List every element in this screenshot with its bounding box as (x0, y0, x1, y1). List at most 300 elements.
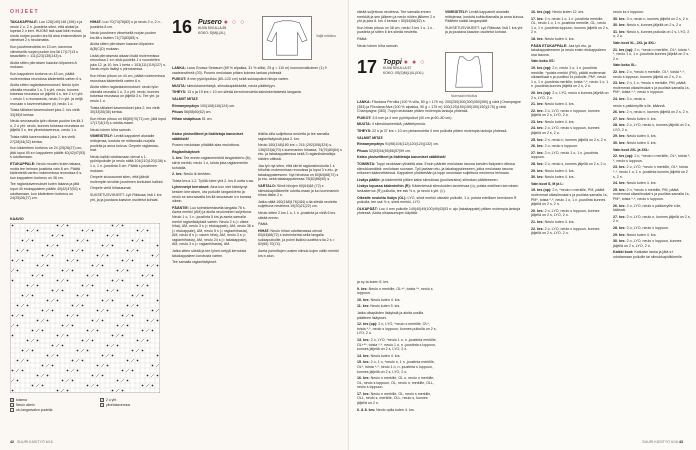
chart-stitch-mark (57, 300, 59, 302)
paragraph-text: Neulo kuten 5. krs. (370, 304, 401, 309)
instruction-paragraph (10, 61, 86, 70)
chart-stitch-mark (52, 255, 54, 257)
paragraph-heading: VIIMEISTELY: (445, 10, 468, 14)
paragraph-text: Neulo kuten 4. krs. (626, 141, 657, 146)
paragraph-text: Kädenteissä silmukoiden tarvelevaa (o), putsta edellisen kerroksen lankakerros (R) puikolla, tee ssk ½ o, ja neulo s yht. (L). (357, 184, 519, 193)
pattern-title: Toppi ● ● ○ (383, 59, 426, 67)
legend-label: 2 o yht (106, 398, 117, 402)
chart-stitch-mark (82, 285, 84, 287)
chart-stitch-mark (62, 235, 64, 237)
legend-symbol: • (11, 403, 13, 408)
instruction-paragraph (357, 162, 525, 176)
chart-stitch-mark (77, 240, 79, 242)
instruction-paragraph (172, 97, 342, 102)
chart-stitch-mark (82, 360, 84, 362)
instruction-paragraph (357, 287, 437, 296)
instruction-paragraph (357, 280, 437, 285)
paragraph-heading: Lyhennetyt kerrokset: (172, 185, 210, 190)
instruction-paragraph (357, 184, 525, 193)
paragraph-heading: VALMIIT MITAT: (172, 96, 199, 101)
paragraph-heading: Vain koot 2XL ja 3XL: (613, 147, 650, 152)
paragraph-text: Neulo kaikki odottamaan olevat s 1. pyöröpuikolle ja neulo näitä 104(110)120(136) s 1 o, 1 n -joustinta 5 cm. Päätä s joustimen mukaan. (90, 154, 166, 173)
paragraph-heading: 27. krs: (531, 150, 544, 155)
instruction-paragraph (90, 85, 166, 103)
paragraph-text: 2 o, LYO, *neulo n merkille, OL*, toista *-*, neulo 1 o, 1 n -joustinta kunnes jäljellä on 2 s, 2 n. (613, 165, 688, 179)
paragraph-heading: 1. krs: (172, 156, 183, 161)
paragraph-heading: MUUTA: (172, 83, 186, 88)
instruction-paragraph (613, 226, 691, 231)
paragraph-text: ja kädenteitä pitäen kaksi silmukkaa (puolivarsina) silmukan päätteeseen. (381, 177, 499, 182)
instruction-paragraph (172, 185, 254, 203)
paragraph-text: Tee samalla raglanlisäykset. (172, 260, 217, 265)
paragraph-text: 8 mm pyöröpuikko (80–120 cm) sekä sukkapuikot hihoja varten. (187, 77, 290, 82)
instruction-paragraph (445, 26, 525, 35)
instruction-paragraph (613, 104, 691, 109)
paragraph-heading: 23. krs: (613, 81, 626, 86)
chart-stitch-mark (27, 340, 29, 342)
instruction-column (258, 132, 342, 394)
paragraph-text: leikilla silla sulljettuna neuletta ja tee samalla raglanlisäyksiä joka 2. krs. (258, 132, 330, 141)
chart-stitch-mark (32, 330, 34, 332)
chart-legend (10, 398, 100, 413)
paragraph-text: 2 n, *neulo n merkille, OL*, toista *-*, neulo s loppuun. (613, 154, 691, 163)
chart-stitch-mark (57, 245, 59, 247)
instruction-paragraph (531, 175, 609, 180)
pattern-title: Pusero ● ○ ○ (198, 19, 246, 27)
instruction-paragraph (258, 211, 342, 220)
paragraph-text: Neulo s, kunnes puikolla on 2 s, LYO, 2 o, 2 o. (613, 29, 690, 39)
chart-stitch-mark (42, 275, 44, 277)
paragraph-heading: 17. krs: (357, 391, 370, 396)
instruction-paragraph (258, 249, 342, 258)
chart-stitch-mark (17, 305, 19, 307)
instruction-paragraph (613, 30, 691, 39)
paragraph-text: 2 n, neulo 1 o, 1 n -joustinta merkille, *poista merkki (PM), päätä molemmat olkaselkaat s ja puoliksi 1s puikolle, PM*, neulo 1 o, 1 n -joustinta merkille, toista *-*, neulo 1 o, 1 n -joustinta kunnes jäljellä on 2 s, 2 n. (531, 65, 609, 89)
chart-stitch-mark (17, 250, 19, 252)
pattern-number: 17 (357, 57, 378, 77)
paragraph-heading: Raglanlisäykset: (172, 149, 201, 154)
paragraph-text: 2 o, LYO, *neulo 1 o, n -joustinta merkille, OL+**, toista *-*, neulo 1 o, n -joustinta s loppuun, kunnes jäljellä on 2 s, LYO, 2 o. (357, 337, 437, 352)
chart-stitch-mark (22, 240, 24, 242)
paragraph-heading: 29. krs: (613, 134, 626, 139)
instruction-paragraph (90, 74, 166, 83)
chart-stitch-mark (22, 295, 24, 297)
paragraph-text: 2 o, LYO, neulo s loppuun, kunnes jäljellä on 2 s, 2 o. (531, 126, 600, 136)
paragraph-heading: 14. krs: (357, 353, 370, 358)
paragraph-heading: Rinnanympärys (172, 103, 199, 108)
chart-stitch-mark (42, 255, 44, 257)
instruction-paragraph (531, 59, 609, 64)
paragraph-heading: 22. krs: (531, 108, 544, 113)
instruction-paragraph (531, 91, 609, 100)
paragraph-heading: Rinnanympärys (357, 142, 384, 147)
paragraph-text: 2 o, LYO, neulo s loppuun, kunnes jäljellä on 2 s, LYO, 2 o. (613, 239, 682, 248)
instruction-paragraph (90, 42, 166, 51)
chart-stitch-mark (87, 295, 89, 297)
paragraph-heading: 18. krs: (531, 36, 544, 41)
instruction-paragraph (90, 117, 166, 126)
chart-stitch-mark (27, 360, 29, 362)
chart-stitch-mark (72, 360, 74, 362)
legend-entry (100, 403, 160, 408)
paragraph-text: Jaa työ etu- ja takakappaleeseen ja neulo ensin etukappaleen osa tasona. (531, 43, 606, 57)
paragraph-text: Ompele vielä hihasaumat. (90, 186, 132, 191)
paragraph-heading: ETUKAPPALE: (10, 162, 36, 167)
instruction-paragraph (357, 155, 525, 160)
instruction-paragraph (172, 104, 342, 109)
instruction-paragraph (258, 164, 342, 182)
paragraph-text: Kun hihan pituus on 38 cm, neulo 3 krs 1 o, 1 n -joustinta ja sitten 6 krs sileää neuletta. (357, 25, 435, 35)
paragraph-heading: 22. krs: (531, 226, 544, 231)
paragraph-heading: 25. krs: (613, 187, 626, 192)
instruction-paragraph (357, 338, 437, 352)
paragraph-heading: 13. krs: (357, 337, 370, 342)
paragraph-text: LYO, siirrä merkki oikealle puikolle, 1 o, putsta edellisen kerroksen R puikolla, tee ssk ½ s, siirrä merkki, LYO. (357, 195, 517, 205)
paragraph-text: Aina kun olet kääntynyt kesken kerroksen, ota puikolle langankierto ja neulo se seuraavalla krs:llä seuraavan s:n kanssa oikein. (172, 185, 252, 204)
difficulty-dots: ● ○ ○ (223, 19, 246, 27)
paragraph-text: Jatka olkapäiden lisäyksiä ja aloita uusilla päätteen lisäykset. (357, 310, 424, 320)
paragraph-text: 56(58)60(62) cm. (183, 110, 212, 115)
paragraph-heading: 10. krs: (357, 297, 370, 302)
paragraph-heading: 27. krs: (613, 116, 626, 121)
instruction-paragraph (172, 260, 254, 265)
paragraph-text: Luo 128(140)148 (156) s ja neulo 2 o, 2 n -joustinta siten, että aloitat ja lopetat 2 o kerr. HUOM! Istä saat kikit reunat, nosta nurjan puolen krs:llä aina ensimmäinen ja viimeiset 2 s neulomatta. (10, 20, 86, 43)
paragraph-text: 2 n, neulo 1 o, 1 n -joustinta merkille, OL, neulo 1 o, 1 n -joustinta merkille, OL, neulo 1 o, 1 n -joustinta loppuun, kunnes jäljellä on 2 s, 2 n. (531, 16, 609, 35)
paragraph-text: Neulo kuten 12. krs. (552, 10, 585, 14)
paragraph-text: Aloita sitten piirroksen kaavion kilpainen A(B)C(D) mukaan. (90, 42, 154, 51)
difficulty-dots: ● ● ○ (403, 59, 426, 67)
chart-stitch-mark (47, 320, 49, 322)
instruction-paragraph (613, 134, 691, 139)
chart-stitch-mark (67, 315, 69, 317)
paragraph-text: Neulo n merkille, OL, neulo s merkille, OLL, neulo s, merkille, OLL, neulo s, kunnes jäljellä on 2 s. (357, 391, 432, 406)
paragraph-text: 2 o, LYO, neulo s, kunnes jäljellä on 2 s, LYO, 2 o. (613, 123, 691, 132)
instruction-paragraph (90, 134, 166, 152)
instruction-paragraph (90, 155, 166, 173)
paragraph-text: neulo s paikkeryille s:lle, käännä. (613, 103, 666, 108)
chart-stitch-mark (72, 325, 74, 327)
paragraph-heading: 23. krs: (613, 165, 626, 170)
instruction-paragraph (357, 196, 525, 205)
paragraph-text: Toista tällaiset kavennukset joka 2. krs vielä 33(36)9 kertaa. (10, 108, 80, 117)
paragraph-heading: PUIKOT: (357, 115, 372, 120)
chart-stitch-mark (67, 260, 69, 262)
paragraph-heading: Katso yksiselitteet ja lisätietoja kanoniset säätöistä! (172, 132, 243, 141)
paragraph-text: Neulo toinen hiha samoin. (90, 127, 132, 132)
paragraph-heading: 29. krs: (531, 168, 544, 173)
paragraph-text: 2 n, 1 o, *neulo n merkille, PM, päätä molemmat olkasilmukat s ja puolista samalla 1s, PM*, toista *-*, neulo n loppuun. (613, 81, 690, 95)
paragraph-heading: Oikealle neulottu lisäys (OL): (357, 195, 407, 200)
chart-stitch-mark (87, 240, 89, 242)
paragraph-text: Neulo kuten 4. krs. (370, 297, 401, 302)
instruction-column (172, 66, 342, 128)
paragraph-heading: HIHAT: (258, 228, 270, 233)
pattern-size: KOKO: S(M)L(XL) (198, 30, 226, 35)
chart-stitch-mark (62, 270, 64, 272)
paragraph-heading: 23. krs: (531, 119, 544, 124)
instruction-paragraph (531, 120, 609, 125)
paragraph-text: Siirrä hihojen 60(64)68 (72) s silmukkapidikkeelle odotta-maan ja luo kummankin hihan tilalle 2 s. (258, 183, 339, 198)
instruction-paragraph (531, 182, 609, 187)
paragraph-heading: Hihan sisäpituus (172, 116, 201, 121)
instruction-paragraph (613, 181, 691, 186)
paragraph-heading: LANKA: (172, 66, 186, 70)
chart-stitch-mark (22, 260, 24, 262)
chart-stitch-mark (37, 230, 39, 232)
instruction-paragraph (357, 136, 525, 141)
instruction-paragraph (90, 54, 166, 72)
instruction-paragraph (613, 97, 691, 102)
paragraph-text: Neulo sitten 2 krs 1 o, 1 n -joustinta ja vielä 6 krs sileää ennen. (258, 210, 336, 220)
paragraph-text: 52(53)54(55)56(57)59 cm. (368, 148, 411, 153)
paragraph-heading: 26. krs: (613, 110, 626, 115)
instruction-paragraph (172, 110, 342, 115)
paragraph-heading: Vain koot S, M ja L: (531, 181, 564, 186)
paragraph-text: Luo 70(74)78(82) s ja neulo 2 o, 2 n -joustinta 8 cm. (90, 20, 162, 29)
chart-stitch-mark (47, 265, 49, 267)
paragraph-text: SUKSETUSVIHJEET: Lyö Rikkoaa; lisä 1 krs yht, ja ja joustava kaavion osoitetut kohdat. (90, 193, 162, 202)
paragraph-heading: LANKA: (357, 100, 371, 104)
chart-stitch-mark (47, 245, 49, 247)
paragraph-heading: 30. krs: (613, 23, 626, 28)
chart-stitch-mark (57, 390, 59, 392)
instruction-paragraph (613, 48, 691, 62)
instruction-paragraph (613, 165, 691, 179)
paragraph-heading: Vain koot XL, 2XL ja 3XL: (613, 40, 656, 45)
chart-stitch-mark (67, 280, 69, 282)
instruction-paragraph (357, 354, 437, 359)
chart-stitch-mark (42, 330, 44, 332)
instruction-paragraph (90, 128, 166, 133)
paragraph-text: Neulo kuten 4. krs. (626, 232, 657, 237)
legend-symbol: □ (11, 398, 13, 403)
paragraph-text: Neulo kuten 4. krs. (544, 102, 575, 107)
instruction-paragraph (172, 179, 254, 184)
instruction-paragraph (531, 169, 609, 174)
paragraph-heading: VALMIIT MITAT: (357, 135, 384, 140)
paragraph-heading: Kaikki koot: (613, 250, 634, 255)
instruction-column (172, 132, 254, 394)
instruction-paragraph (531, 151, 609, 160)
paragraph-text: Neulo kuten 4. krs. (544, 119, 575, 124)
paragraph-heading: TAKAKAPPALE: (10, 20, 38, 24)
paragraph-text: Aloita sitten piirroksen kaavion kilpainen A mukaan. (10, 60, 77, 70)
sketch-caption: Normaali mitoitus (451, 94, 478, 98)
paragraph-text: 51 cm. (201, 116, 213, 121)
paragraph-heading: 15. krs: (357, 360, 370, 365)
chart-stitch-mark (32, 295, 34, 297)
legend-label: ylivetokavennus (106, 403, 131, 407)
paragraph-heading: Lisäys päälle: (357, 177, 381, 182)
instruction-paragraph (357, 116, 525, 121)
paragraph-heading: Vain koko XS: (531, 59, 555, 64)
chart-stitch-mark (62, 290, 64, 292)
paragraph-text: Neulo kuten 4. krs. (626, 116, 657, 121)
chart-stitch-mark (67, 370, 69, 372)
paragraph-text: Levitä kappaleet alustalle mittojensa, kostuta suihkuttamalla ja anna kuivua. Päättele kaikki langanpäät. (445, 10, 525, 24)
paragraph-text: Pusero neulotaan ylhäältä alas neulottuna. (172, 143, 240, 148)
paragraph-text: Toista näitä kavennuksia joka 2. krs vielä 27(28)34(32) kertaa. (10, 135, 75, 144)
pattern-17-header (357, 58, 425, 76)
paragraph-heading: 30. krs: (613, 239, 626, 244)
paragraph-heading: 31. krs: (613, 29, 626, 34)
instruction-column (357, 10, 437, 50)
paragraph-text: Neulo kuten 4. krs. (544, 219, 575, 224)
paragraph-text: Ompele sivusaumat siten, että jäävät molempiin sivuihin joustimen korkuiset halkiot. (90, 175, 164, 184)
chart-stitch-mark (17, 360, 19, 362)
paragraph-heading: 20. krs: (531, 208, 544, 213)
right-page (348, 0, 696, 450)
chart-stitch-mark (72, 250, 74, 252)
chart-stitch-mark (72, 270, 74, 272)
paragraph-text: 2 o, LYO, neulo s paikkeryille s:lle, käännä. (613, 203, 682, 213)
chart-stitch-mark (82, 340, 84, 342)
instruction-paragraph (613, 215, 691, 224)
instruction-paragraph (258, 143, 342, 161)
chart-stitch-mark (57, 355, 59, 357)
paragraph-heading: Lisäys lopussa kädenteihin (R): (357, 184, 411, 189)
chart-stitch-mark (87, 275, 89, 277)
paragraph-text: 2 n, LYO, neulo n, kunnes jäljellä on 2 s, 2 n. (613, 214, 691, 224)
paragraph-text: Neulo muuten kuten takana, mutta tee helman joustinta vain 8 cm. Päätä kädenteitä varten molemmissa reunoissa 6 s, kun kappaleen korkeus on 36 cm. (10, 162, 83, 180)
paragraph-heading: 21. krs: (531, 102, 544, 107)
paragraph-text: 2 n, LYO, neulo 1 o, 1 n -joustinta loppuun. (531, 150, 598, 160)
paragraph-text: Jatka näitä 160(168)176(184) s:lla sileää neuletta suljettuna neuleena 19(20)21(22) cm. (258, 199, 337, 209)
instruction-paragraph (10, 135, 86, 144)
chart-stitch-mark (42, 385, 44, 387)
instruction-paragraph (10, 146, 86, 160)
paragraph-text: 2 n, *neulo n merkille, PM, päätä molemmat olkasilmukat s ja puolista samalla 1s, PM*, toista *-*, neulo s loppuun. (613, 187, 690, 201)
paragraph-text: Neulo kuten 4. krs. (626, 134, 657, 139)
instruction-paragraph (357, 392, 437, 406)
paragraph-text: 2 o, LYO, neulo s kunnes jäljellä on 2 s, LYO, 2 o. (531, 90, 609, 100)
paragraph-heading: Vain koko XL: (613, 63, 637, 68)
paragraph-heading: 6. & 8. krs: (357, 407, 376, 412)
sketch-caption: Valjä mitoitus (316, 34, 336, 38)
instruction-paragraph (357, 26, 437, 35)
instruction-paragraph (613, 17, 691, 22)
paragraph-heading: 22. krs: (613, 69, 626, 74)
paragraph-text: Neulo kuten 4. krs. (626, 181, 657, 186)
instruction-paragraph (172, 156, 254, 170)
chart-stitch-mark (77, 315, 79, 317)
paragraph-text: Luo kolminkertaisella langalla 76 s. Aseta merkki (AM) ja aloita neulominen suljettuna. Neulo 1 o, 1 n -joustinta 5 krs ja aseta samalla merkit raglanlisäyksiä varten: Neulo 2 s (= oikea hiha), AM, neulo 3 s (= etukappale), AM, neulo 36 s (= etukappale), AM, neulo 5 s (= raglanhihasta), AM, neulo 8 s (= vasen hiha), AM, neulo 3 s (= raglanhihasta), AM, neulo 24 s (= takakappale), AM, neulo 3 s (= raglanhihasta), AM. (172, 205, 254, 247)
paragraph-text: Neulo seuraavalla työn oikean puolen krs:llä 1 o, 2 o yht. neulo, kunnes toisessa reunassa on jäljellä 3 s, tee ylivetokavennus, neulo 1 o. (10, 119, 85, 133)
paragraph-text: 100(108)116(124) cm. (199, 103, 236, 108)
instruction-column (90, 20, 166, 392)
chart-stitch-mark (37, 320, 39, 322)
paragraph-heading: 30. krs: (613, 16, 626, 21)
instruction-paragraph (531, 66, 609, 89)
garment-sketch (262, 16, 312, 60)
paragraph-heading: PÄÄNTIE: (172, 205, 189, 210)
paragraph-text: 4 silmukkamerkkiä, päättelyneula. (371, 122, 426, 127)
paragraph-text: Neulo toinen hiha samoin. (357, 43, 399, 48)
paragraph-text: Filcolana Pernilla (100 % villa, 50 g = 175 m): 200(250)300(300)350(350) g värä (Champagne (383) ja Filcolana Alva (100 % alpakka, 50 g = 175 m) 100(125)150(150)150(150)(175) g värä Champagne (383). Toppi neulotaan pitäen molempia lankoja yhdessä. (357, 100, 521, 114)
paragraph-text: Lana Grossa Setasum (69 % alpakka, 31 % silkki, 25 g = 110 m) luonnonvalkoinen (1) 9 vaaleanvihreä (03). Pusero neulotaan pitäen kolmea lankaa yhdessä. (172, 66, 327, 75)
instruction-paragraph (613, 63, 691, 68)
paragraph-heading: 12. krs (op): (357, 322, 378, 327)
paragraph-heading: 30. krs: (613, 141, 626, 146)
instruction-paragraph (10, 45, 86, 59)
instruction-paragraph (172, 84, 342, 89)
instruction-paragraph (531, 102, 609, 107)
chart-stitch-mark (87, 385, 89, 387)
paragraph-text: Jatka sitten sileää ja tee lyhen-netyjä kerroksia takakappaleen korotusta varten. (172, 249, 247, 258)
instruction-paragraph (613, 70, 691, 79)
paragraph-text: SUKSETUSVIHJEET: Lyö Rikkoaa; lisä 1 krs yht ja ja joustava kaavion osoitetut kohdat. (445, 25, 523, 35)
instruction-paragraph (531, 17, 609, 35)
chart-stitch-mark (12, 280, 14, 282)
paragraph-heading: 26. krs: (531, 144, 544, 149)
paragraph-heading: 21. krs (op): (613, 47, 634, 52)
chart-stitch-mark (27, 285, 29, 287)
paragraph-heading: 28. krs: (613, 123, 626, 128)
paragraph-text: Lisää piirroksesta aikaan lisää molemmissa reunoissa 1 s:n sisä-puolella 1 s vuorotellen joka 12. ja 10. krs 1 kerta = 103(111)119(127) s. Neulo myös lisätyt s piirroksessa. (90, 53, 166, 72)
paragraph-text: 2 o, 1 o, *neulo n, 1 n -joustinta merkille, OL*, toista *-*, neulo 1 o, n -joustinta s loppuun, kunnes jäljellä on 2 s, LYO, 2 o. (357, 360, 435, 374)
chart-stitch-mark (32, 240, 34, 242)
paragraph-heading: 16. krs (op): (531, 10, 552, 14)
instruction-paragraph (531, 44, 609, 58)
paragraph-text: Kun kappaleen korkeus on 43 cm, päätä molemmissa reunoissa kädenteitä varten 6 s. (10, 71, 83, 81)
chart-stitch-mark (72, 380, 74, 382)
paragraph-text: 2 n, neulo n, kunnes jäljellä on 2 s, 2 n. (626, 110, 689, 115)
instruction-paragraph (172, 117, 342, 122)
paragraph-text: 2 o, neulo s loppuun. (544, 144, 578, 149)
paragraph-text: Neulo 160(148)180 krs = 216 (292)308(324) s, 136(024)6(70) s kummankin hihassa, 74(76)80(84) s etu- ja takakappaleessa sekä 3 raglanlisämalleja näiden välissä. (258, 143, 342, 161)
pattern-page-ref: KUVA SIVULLA 57 (383, 66, 412, 71)
paragraph-heading: PÄÄN ETUKAPPALE: (531, 43, 568, 48)
instruction-paragraph (258, 200, 342, 209)
paragraph-heading: VARTALO: (258, 183, 277, 188)
chart-stitch-mark (27, 250, 29, 252)
chart-stitch-mark (27, 230, 29, 232)
chart-stitch-mark (77, 350, 79, 352)
instruction-paragraph (613, 123, 691, 132)
instruction-column (357, 100, 525, 276)
paragraph-heading: OLKAPÄÄT: (357, 206, 378, 211)
instruction-paragraph (357, 129, 525, 134)
instruction-paragraph (357, 149, 525, 154)
instruction-paragraph (531, 126, 609, 135)
paragraph-heading: 24. krs: (531, 126, 544, 131)
paragraph-text: 22 s ja 37 krs = 10 cm pintaneuletta 4 mm puikolla pitäen molempia lankoja yhdessä. (372, 128, 508, 133)
instruction-paragraph (10, 20, 86, 43)
paragraph-text: Neulo hihan odottamassa olevat 60(64)68(72) s kolminkertai-sella langalla sukkapuikoille, ja poimi lisäksi uudelta s:lla 2 s = 62(66) 70(74). (258, 228, 335, 247)
instruction-paragraph (613, 233, 691, 238)
instruction-paragraph (10, 182, 86, 200)
paragraph-text: 2 o, LYO, neulo s loppuun. (626, 225, 669, 230)
instruction-paragraph (613, 10, 691, 15)
paragraph-heading: 16. krs: (357, 376, 370, 381)
paragraph-text: Neulo kuten 4. krs. (544, 175, 575, 180)
chart-stitch-mark (12, 225, 14, 227)
chart-stitch-mark (52, 235, 54, 237)
instruction-paragraph (613, 117, 691, 122)
paragraph-heading: HIHAT: (90, 20, 102, 24)
paragraph-text: Neulo kuten 4. krs. (370, 353, 401, 358)
legend-symbol: / (101, 398, 103, 403)
chart-stitch-mark (17, 270, 19, 272)
instruction-paragraph (90, 175, 166, 184)
paragraph-text: 2 n, LYO, *neulo s merkille, OL*, toista *-*, neulo s loppuun, kunnes puikolla on 2 s, LYO, 2 o. (357, 322, 437, 336)
legend-label: toisena (16, 398, 27, 402)
paragraph-heading: 9. krs: (357, 286, 368, 291)
chart-title: KAAVIO (10, 217, 24, 221)
instruction-paragraph (172, 143, 254, 148)
instruction-paragraph (613, 81, 691, 95)
instruction-paragraph (90, 31, 166, 40)
